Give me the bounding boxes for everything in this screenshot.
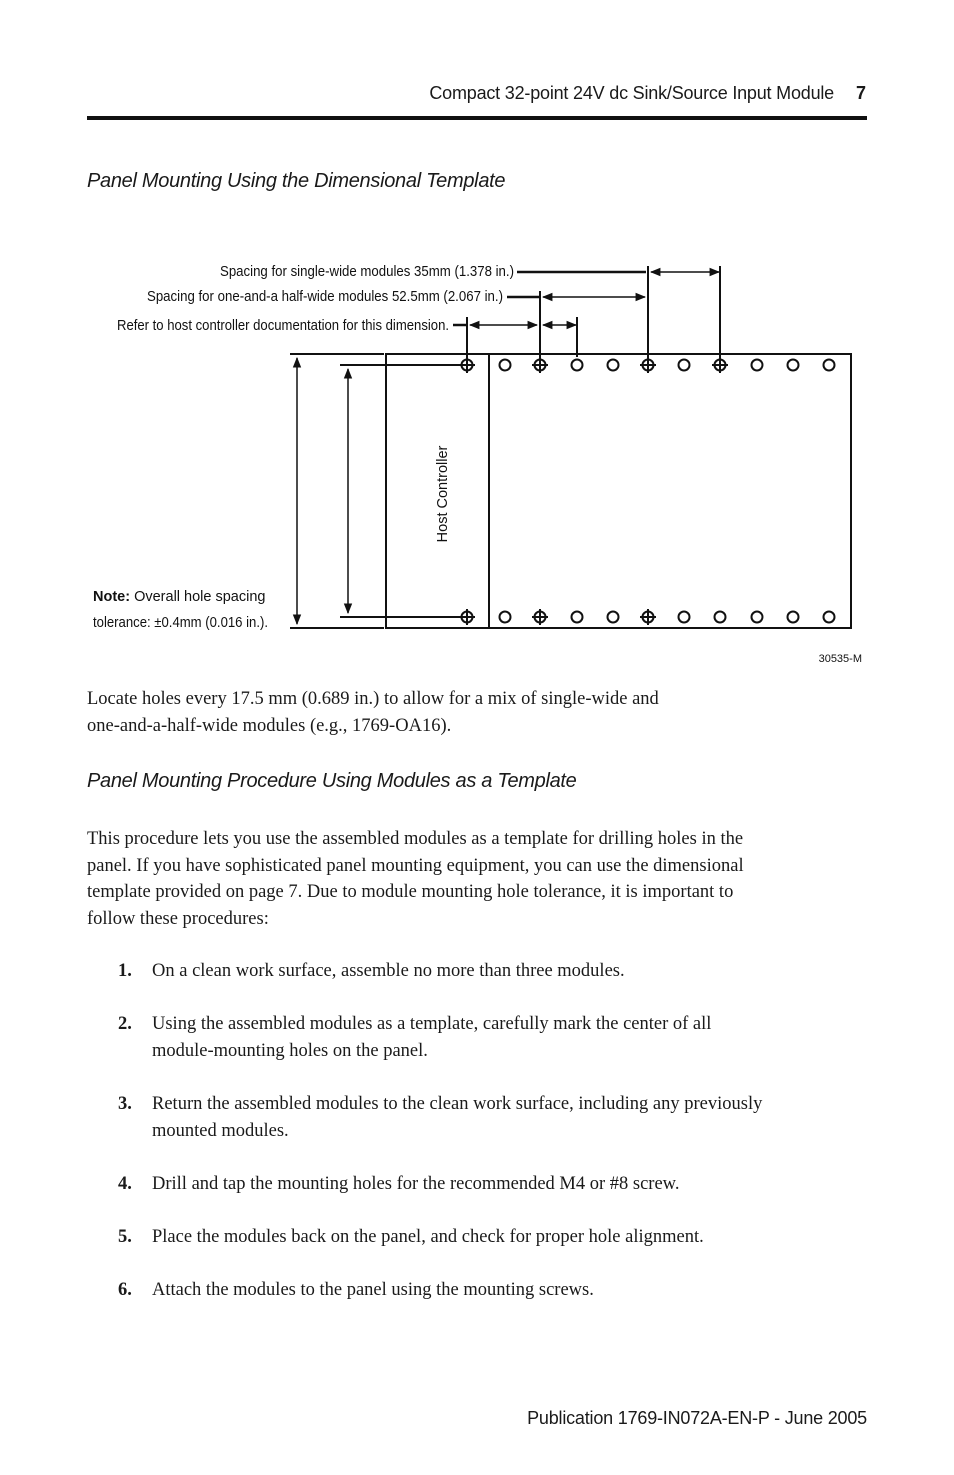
- hole: [788, 612, 799, 623]
- hole: [572, 360, 583, 371]
- label-host-controller-dimension: Refer to host controller documentation for this dimension.: [117, 318, 449, 334]
- paragraph-line: Locate holes every 17.5 mm (0.689 in.) to allow for a mix of single-wide and: [87, 689, 659, 709]
- step-text: [152, 1224, 858, 1251]
- crosshair-hole: [459, 357, 475, 373]
- page-number: 7: [856, 83, 867, 103]
- procedure-step: [118, 1277, 858, 1304]
- note-label: Note:: [93, 589, 131, 605]
- paragraph-hole-spacing: [87, 686, 847, 739]
- step-text-line: Return the assembled modules to the clean work surface, including any previously: [152, 1094, 763, 1114]
- label-single-wide-spacing: Spacing for single-wide modules 35mm (1.378 in.): [220, 264, 514, 280]
- paragraph-procedure-intro: [87, 826, 847, 932]
- label-one-and-half-wide-spacing: Spacing for one-and-a half-wide modules 52.5mm (2.067 in.): [147, 289, 503, 305]
- crosshair-hole: [640, 357, 656, 373]
- mounting-holes-bottom-row: [459, 609, 835, 625]
- procedure-step: [118, 1011, 858, 1065]
- step-text: [152, 1091, 858, 1145]
- section-heading-module-template: Panel Mounting Procedure Using Modules as a Template: [87, 770, 577, 792]
- step-text-line: module-mounting holes on the panel.: [152, 1041, 428, 1061]
- crosshair-hole: [532, 357, 548, 373]
- hole: [752, 360, 763, 371]
- hole: [500, 612, 511, 623]
- mounting-holes-top-row: [459, 357, 835, 373]
- module-bank-outline: [489, 354, 851, 628]
- header-rule: [87, 116, 867, 120]
- hole: [679, 612, 690, 623]
- host-controller-label: Host Controller: [435, 445, 451, 543]
- step-text: [152, 958, 858, 985]
- procedure-step: [118, 1171, 858, 1198]
- publication-footer: Publication 1769-IN072A-EN-P - June 2005: [527, 1408, 867, 1428]
- section-heading-dimensional-template: Panel Mounting Using the Dimensional Template: [87, 170, 506, 192]
- paragraph-line: panel. If you have sophisticated panel mounting equipment, you can use the dimensional: [87, 855, 744, 876]
- dimensional-template-figure: [0, 240, 954, 680]
- hole: [608, 360, 619, 371]
- tolerance-note-line1: [93, 589, 265, 605]
- tolerance-note-line2: tolerance: ±0.4mm (0.016 in.).: [93, 615, 268, 631]
- step-number: 4.: [118, 1174, 132, 1194]
- step-text-line: mounted modules.: [152, 1121, 289, 1141]
- step-number: 3.: [118, 1094, 132, 1114]
- hole: [752, 612, 763, 623]
- step-number: 6.: [118, 1280, 132, 1300]
- step-number: 2.: [118, 1014, 132, 1034]
- crosshair-hole: [640, 609, 656, 625]
- step-text-line: Place the modules back on the panel, and check for proper hole alignment.: [152, 1227, 704, 1247]
- paragraph-line: follow these procedures:: [87, 908, 269, 929]
- figure-id: 30535-M: [818, 653, 862, 665]
- crosshair-hole: [532, 609, 548, 625]
- hole: [824, 612, 835, 623]
- paragraph-line: template provided on page 7. Due to module mounting hole tolerance, it is important to: [87, 882, 734, 902]
- hole: [715, 612, 726, 623]
- crosshair-hole: [459, 609, 475, 625]
- hole: [500, 360, 511, 371]
- step-text: [152, 1277, 858, 1304]
- paragraph-line: one-and-a-half-wide modules (e.g., 1769-OA16).: [87, 715, 452, 736]
- hole: [608, 612, 619, 623]
- procedure-step: [118, 1091, 858, 1145]
- hole: [572, 612, 583, 623]
- step-text: [152, 1171, 858, 1198]
- procedure-step: [118, 1224, 858, 1251]
- step-text-line: Drill and tap the mounting holes for the recommended M4 or #8 screw.: [152, 1174, 680, 1194]
- step-text-line: Using the assembled modules as a template, carefully mark the center of all: [152, 1014, 712, 1034]
- step-text-line: Attach the modules to the panel using the mounting screws.: [152, 1280, 594, 1300]
- running-header-title: Compact 32-point 24V dc Sink/Source Input Module: [429, 83, 834, 103]
- procedure-step: [118, 958, 858, 985]
- paragraph-line: This procedure lets you use the assembled modules as a template for drilling holes in the: [87, 829, 744, 849]
- hole: [824, 360, 835, 371]
- step-text-line: On a clean work surface, assemble no more than three modules.: [152, 961, 625, 981]
- note-text-line1: Overall hole spacing: [130, 589, 266, 605]
- step-text: [152, 1011, 858, 1065]
- step-number: 5.: [118, 1227, 132, 1247]
- hole: [679, 360, 690, 371]
- hole: [788, 360, 799, 371]
- crosshair-hole: [712, 357, 728, 373]
- procedure-steps-list: [118, 958, 858, 1330]
- step-number: 1.: [118, 961, 132, 981]
